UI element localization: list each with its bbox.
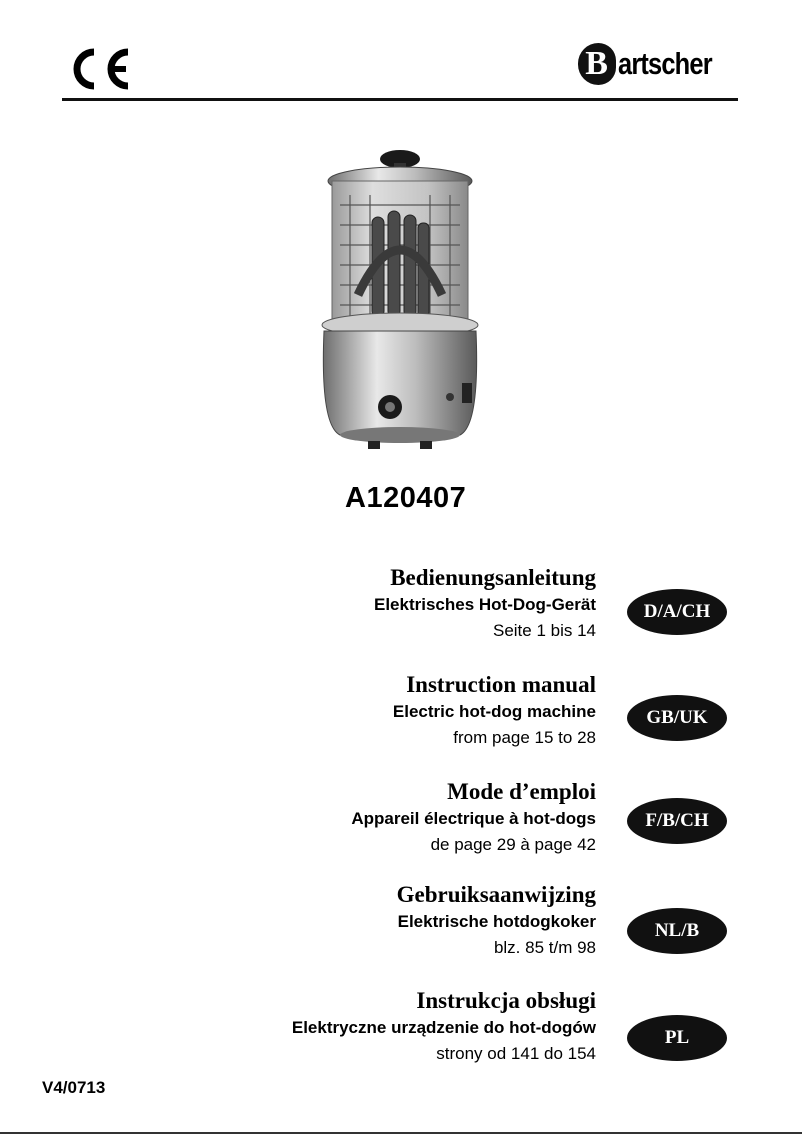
section-title: Bedienungsanleitung <box>390 565 596 590</box>
section-title: Mode d’emploi <box>447 779 596 804</box>
section-title: Instrukcja obsługi <box>416 988 596 1013</box>
language-badge-en: GB/UK <box>627 695 727 741</box>
language-badge-de: D/A/CH <box>627 589 727 635</box>
section-pages: de page 29 à page 42 <box>430 835 596 854</box>
brand-name: artscher <box>617 46 712 81</box>
version-label: V4/0713 <box>42 1078 106 1097</box>
section-pages: blz. 85 t/m 98 <box>493 938 596 957</box>
section-pages: strony od 141 do 154 <box>436 1044 596 1063</box>
language-section-pl <box>292 987 596 1067</box>
language-section-de <box>374 564 596 644</box>
section-subtitle: Appareil électrique à hot-dogs <box>351 809 596 828</box>
section-title: Gebruiksaanwijzing <box>396 882 596 907</box>
language-badge-pl: PL <box>627 1015 727 1061</box>
brand-initial: B <box>578 43 616 85</box>
section-pages: Seite 1 bis 14 <box>492 621 596 640</box>
model-number: A120407 <box>345 482 467 514</box>
header-divider <box>62 98 738 101</box>
language-section-en <box>393 671 596 751</box>
section-subtitle: Elektrische hotdogkoker <box>397 912 596 931</box>
section-subtitle: Electric hot-dog machine <box>392 702 596 721</box>
hot-dog-machine-image <box>310 145 490 465</box>
section-pages: from page 15 to 28 <box>453 728 596 747</box>
language-badge-fr: F/B/CH <box>627 798 727 844</box>
language-section-fr <box>351 778 596 858</box>
section-title: Instruction manual <box>406 672 596 697</box>
footer-divider <box>0 1132 802 1134</box>
section-subtitle: Elektryczne urządzenie do hot-dogów <box>291 1018 596 1037</box>
ce-mark-icon <box>64 46 134 92</box>
language-badge-nl: NL/B <box>627 908 727 954</box>
section-subtitle: Elektrisches Hot-Dog-Gerät <box>374 595 596 614</box>
language-section-nl <box>397 881 596 961</box>
brand-logo <box>578 40 732 88</box>
